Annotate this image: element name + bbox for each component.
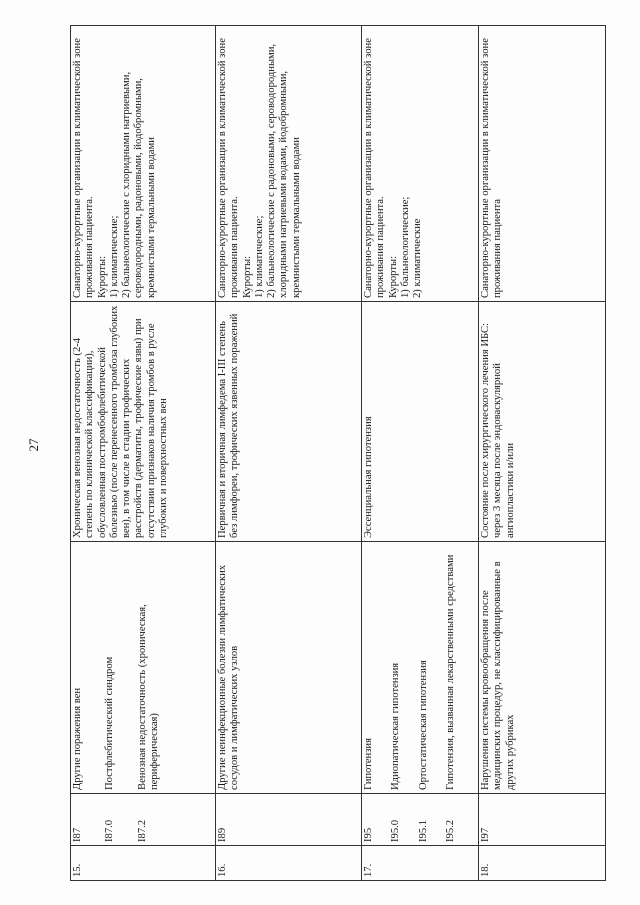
disease-name: Венозная недостаточность (хроническая, периферическая) [136, 603, 160, 790]
code-cell [361, 793, 478, 845]
resort-indications-table [70, 25, 606, 881]
page-number: 27 [26, 438, 41, 452]
table-row [70, 25, 215, 880]
treatment-line: 2) бальнеологические с хлоридными натриевыми, сероводородными, радоновыми, йодобромными, кремнистыми термальными водами [120, 71, 157, 298]
table-row [215, 25, 361, 880]
row-number: 15. [70, 845, 215, 880]
treatment-cell [361, 25, 478, 301]
disease-name: Гипотензия [362, 737, 374, 790]
disease-name: Постфлебитический синдром [103, 656, 115, 790]
treatment-line: Санаторно-курортные организации в климатической зоне проживания пациента [479, 37, 503, 298]
treatment-line: Санаторно-курортные организации в климатической зоне проживания пациента. [216, 37, 240, 298]
disease-name: Гипотензия, вызванная лекарственными средствами [444, 554, 456, 790]
condition-cell: Первичная и вторичная лимфедема I-III степень без лимфореи, трофических язвенных поражений [215, 301, 361, 541]
row-number: 18. [478, 845, 605, 880]
disease-code: I95 [362, 827, 374, 842]
disease-code: I95.1 [417, 819, 429, 842]
treatment-cell [478, 25, 605, 301]
code-cell [215, 793, 361, 845]
disease-name: Ортостатическая гипотензия [417, 659, 429, 790]
treatment-line: 1) климатические; [253, 215, 265, 298]
disease-name-cell [478, 541, 605, 793]
treatment-line: Курорты: [96, 255, 108, 298]
disease-name: Идиопатическая гипотензия [389, 662, 401, 790]
disease-name: Нарушения системы кровообращения после медицинских процедур, не классифицированные в других рубриках [479, 560, 516, 790]
disease-name: Другие неинфекционные болезни лимфатических сосудов и лимфатических узлов [216, 564, 240, 790]
condition-cell: Хроническая венозная недостаточность (2-4 степень по клинической классификации), обусловленная посттромбофлебитической болезнью (после перенесенного тромбоза глубоких вен), в том числе в стадии трофических расстройств (дерматиты, трофические язвы) при отсутствии признаков наличия тромбов в русле глубоких и поверхностных вен [70, 301, 215, 541]
treatment-line: Санаторно-курортные организации в климатической зоне проживания пациента. [362, 37, 386, 298]
disease-name-cell [70, 541, 215, 793]
condition-cell: Эссенциальная гипотензия [361, 301, 478, 541]
disease-code: I87.2 [136, 819, 148, 842]
treatment-line: Курорты: [387, 255, 399, 298]
table-row [478, 25, 605, 880]
treatment-line: 2) бальнеологические с радоновыми, сероводородными, хлоридными натриевыми водами, йодобромными, кремнистыми термальными водами [265, 43, 302, 298]
treatment-cell [215, 25, 361, 301]
rotated-table-wrapper [70, 26, 605, 881]
code-cell [478, 793, 605, 845]
row-number: 16. [215, 845, 361, 880]
disease-code: I87 [71, 827, 83, 842]
disease-code: I95.2 [444, 819, 456, 842]
disease-code: I95.0 [389, 819, 401, 842]
condition-cell: Состояние после хирургического лечения ИБС: через 3 месяца после эндоваскулярной ангиопластики и/или [478, 301, 605, 541]
disease-code: I97 [479, 827, 491, 842]
treatment-cell [70, 25, 215, 301]
disease-code: I87.0 [103, 819, 115, 842]
disease-name: Другие поражения вен [71, 687, 83, 790]
table-row [361, 25, 478, 880]
disease-name-cell [215, 541, 361, 793]
disease-name-cell [361, 541, 478, 793]
disease-code: I89 [216, 827, 228, 842]
code-cell [70, 793, 215, 845]
treatment-line: Санаторно-курортные организации в климатической зоне проживания пациента. [71, 37, 95, 298]
treatment-line: 1) бальнеологические; [399, 196, 411, 298]
treatment-line: 2) климатические [411, 218, 423, 298]
treatment-line: Курорты: [241, 255, 253, 298]
treatment-line: 1) климатические; [108, 215, 120, 298]
row-number: 17. [361, 845, 478, 880]
